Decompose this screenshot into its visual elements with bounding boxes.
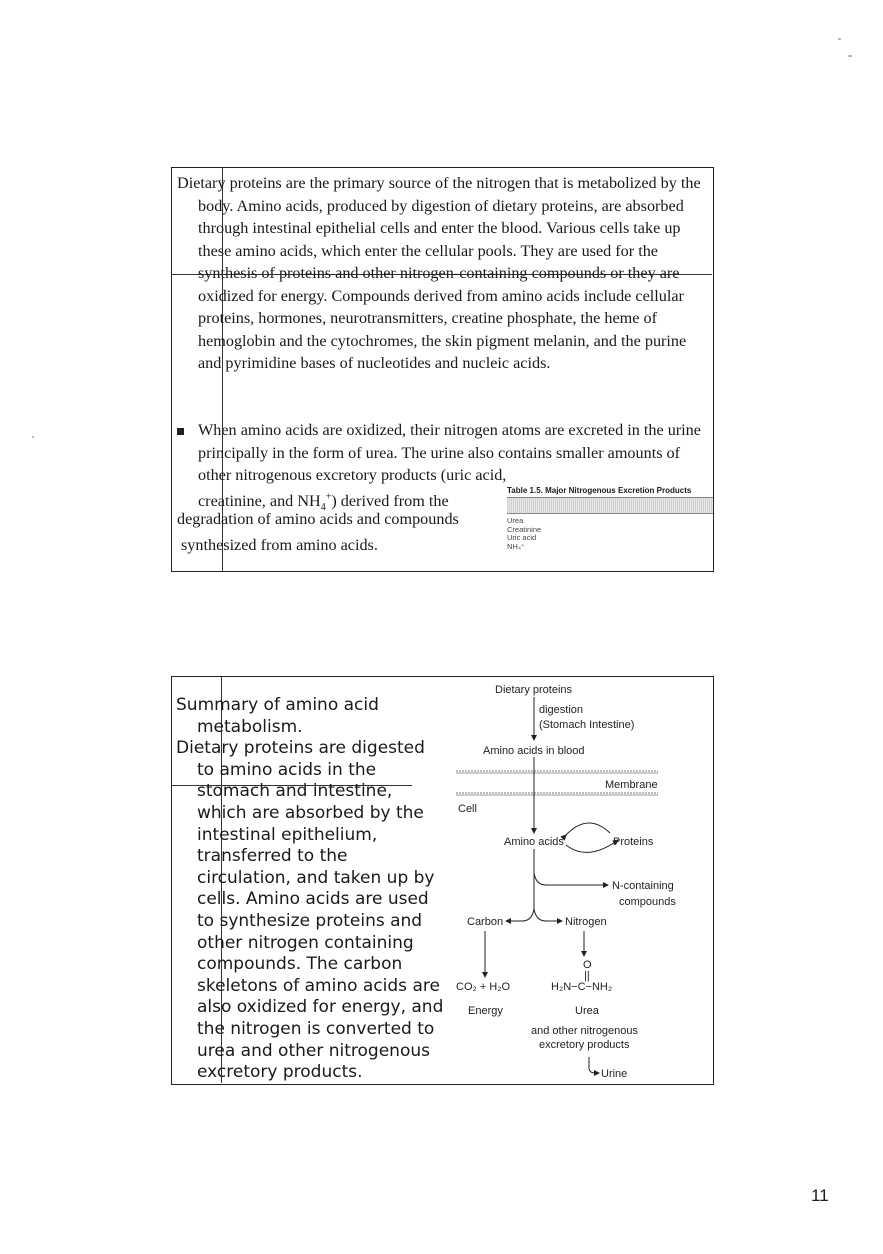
nh4-line: creatinine, and $NH_4^+$) derived from the: [198, 491, 449, 514]
arrow-n-containing: [534, 873, 608, 885]
diagram-energy: Energy: [468, 1005, 503, 1017]
scan-speck: [32, 436, 34, 438]
arrow-nitrogen: [534, 909, 562, 921]
summary-body: Dietary proteins are digested to amino acids in the stomach and intestine, which are absorbed by the intestinal epithelium, transferred to the circulation, and taken up by cells. Amino acids are used to synthesize proteins and other nitrogen containing compounds. The carbon skeletons of amino acids are also oxidized for energy, and the nitrogen is converted to urea and other nitrogenous excretory products.: [176, 738, 444, 1083]
table-row: Urea: [507, 516, 524, 525]
diagram-amino-acids: Amino acids: [504, 836, 564, 848]
table-row: NH₄⁺: [507, 541, 525, 551]
bullet-icon: [177, 419, 191, 442]
diagram-n-containing: N-containing: [612, 880, 674, 892]
arrow-from-proteins: [566, 840, 618, 852]
diagram-urea-double-bond: ||: [584, 970, 590, 982]
arrow-to-proteins: [566, 823, 610, 835]
diagram-urine: Urine: [601, 1068, 628, 1080]
diagram-excretory-products: excretory products: [539, 1039, 630, 1051]
arrow-carbon: [506, 909, 534, 921]
diagram-carbon: Carbon: [467, 916, 504, 928]
table-row: Creatinine: [507, 524, 542, 534]
arrow-to-urine: [589, 1057, 599, 1073]
slide-1: [171, 167, 714, 572]
table-row: Uric acid: [507, 533, 537, 542]
summary-heading: Summary of amino acid metabolism.: [176, 695, 379, 737]
diagram-dietary-proteins: Dietary proteins: [495, 684, 573, 696]
scan-speck: [848, 55, 852, 57]
diagram-digestion: digestion: [539, 704, 584, 716]
slide-2: [171, 676, 714, 1085]
diagram-proteins: Proteins: [613, 836, 654, 848]
diagram-urea: Urea: [575, 1005, 599, 1017]
diagram-urea-formula: H₂N−C−NH₂: [551, 981, 613, 993]
diagram-urea-o: O: [583, 959, 592, 971]
table-title: Table 1.5. Major Nitrogenous Excretion Products: [507, 486, 692, 495]
diagram-stomach-intestine: (Stomach Intestine): [539, 719, 635, 731]
degradation-line-2: synthesized from amino acids.: [181, 536, 378, 554]
diagram-cell: Cell: [458, 803, 477, 815]
diagram-compounds: compounds: [619, 896, 676, 908]
diagram-amino-acids-blood: Amino acids in blood: [483, 745, 585, 757]
page-number: 11: [811, 1186, 829, 1205]
diagram-nitrogen: Nitrogen: [565, 916, 607, 928]
bullet-text: When amino acids are oxidized, their nitrogen atoms are excreted in the urine principally in the form of urea. The urine also contains smaller amounts of other nitrogenous excretory products (uric acid,: [198, 421, 701, 484]
amino-acid-metabolism-diagram: [448, 677, 712, 1082]
slide1-paragraph: Dietary proteins are the primary source of the nitrogen that is metabolized by the body. Amino acids, produced by digestion of dietary proteins, are absorbed through intestinal epithelial cells and enter the blood. Various cells take up these amino acids, which enter the cellular pools. They are used for the synthesis of proteins and other nitrogen-containing compounds or they are oxidized for energy. Compounds derived from amino acids include cellular proteins, hormones, neurotransmitters, creatine phosphate, the heme of hemoglobin and the cytochromes, the skin pigment melanin, and the purine and pyrimidine bases of nucleotides and nucleic acids.: [177, 174, 701, 372]
diagram-other-nitrogenous: and other nitrogenous: [531, 1025, 639, 1037]
degradation-line-1: degradation of amino acids and compounds: [177, 510, 459, 528]
table-header-band: [507, 497, 713, 514]
scan-speck: [838, 38, 841, 40]
diagram-co2-h2o: CO₂ + H₂O: [456, 981, 511, 993]
summary-text: [176, 695, 446, 1084]
excretion-products-table: [507, 486, 713, 551]
diagram-membrane: Membrane: [605, 779, 658, 791]
